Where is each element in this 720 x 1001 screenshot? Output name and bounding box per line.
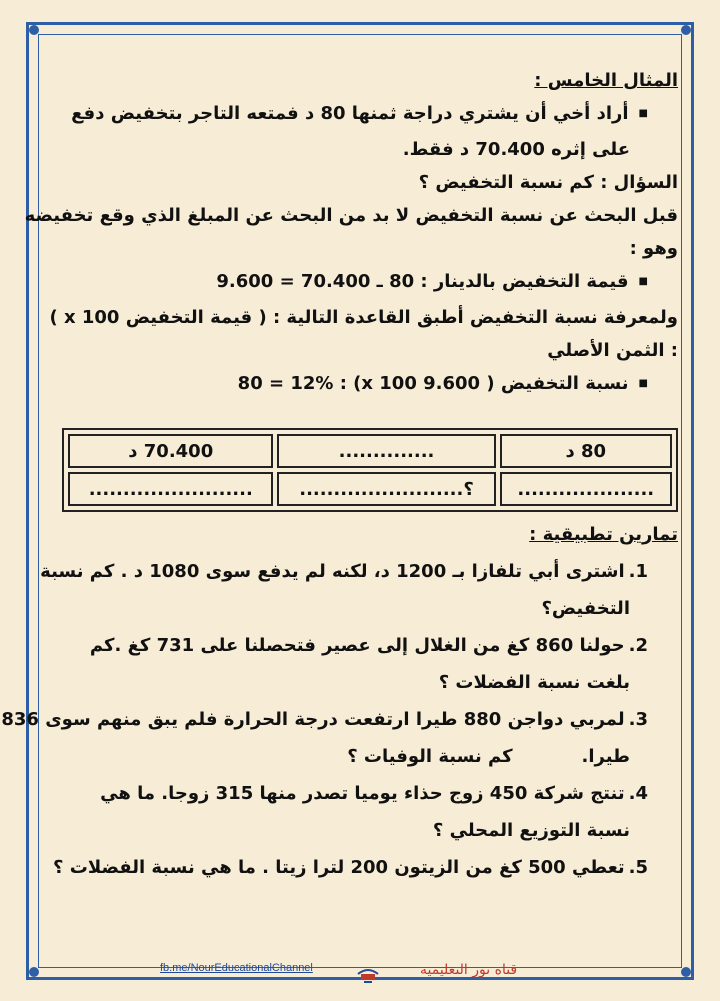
exercises-section bbox=[1, 516, 678, 886]
rule-line-1: ولمعرفة نسبة التخفيض أطبق القاعدة التالية : ( قيمة التخفيض x 100 ) bbox=[49, 307, 678, 328]
list-item: 1.اشترى أبي تلفازا بـ 1200 د، لكنه لم يدفع سوى 1080 د . كم نسبة التخفيض؟ bbox=[40, 561, 648, 619]
exercises-heading: تمارين تطبيقية : bbox=[529, 524, 678, 545]
corner-ornament bbox=[681, 25, 691, 35]
corner-ornament bbox=[681, 967, 691, 977]
corner-ornament bbox=[29, 967, 39, 977]
rule-line-2: : الثمن الأصلي bbox=[547, 340, 678, 361]
step-1: ■ قيمة التخفيض بالدينار : 80 ـ 70.400 = 9.600 bbox=[48, 265, 678, 301]
list-item: 4.تنتج شركة 450 زوج حذاء يوميا تصدر منها 315 زوجا. ما هي نسبة التوزيع المحلي ؟ bbox=[100, 783, 648, 841]
example-section bbox=[24, 64, 678, 403]
example-line-1: ■ أراد أخي أن يشتري دراجة ثمنها 80 د فمتعه التاجر بتخفيض دفع bbox=[48, 97, 678, 133]
corner-ornament bbox=[29, 25, 39, 35]
list-item: 3.لمربي دواجن 880 طيرا ارتفعت درجة الحرارة فلم يبق منهم سوى 836 طيرا. كم نسبة الوفيات ؟ bbox=[1, 709, 648, 767]
table-cell: ........................ bbox=[68, 472, 273, 506]
table-row bbox=[68, 472, 672, 506]
step-2: ■ نسبة التخفيض ( 9.600 x 100) : 80 = 12% bbox=[48, 367, 678, 403]
table-row bbox=[68, 434, 672, 468]
table-cell: .................... bbox=[500, 472, 672, 506]
list-item: 5.تعطي 500 كغ من الزيتون 200 لترا زيتا . ما هي نسبة الفضلات ؟ bbox=[53, 857, 648, 878]
example-line-2: على إثره 70.400 د فقط. bbox=[402, 139, 630, 160]
table-cell: ؟........................ bbox=[277, 472, 495, 506]
table-cell: 70.400 د bbox=[68, 434, 273, 468]
proportion-table bbox=[62, 428, 678, 512]
channel-logo-icon bbox=[355, 960, 381, 986]
facebook-link[interactable]: fb.me/NourEducationalChannel bbox=[160, 962, 313, 974]
channel-name: قناة نور التعليمية bbox=[420, 962, 518, 978]
table-cell: .............. bbox=[277, 434, 495, 468]
table-cell: 80 د bbox=[500, 434, 672, 468]
list-item: 2.حولنا 860 كغ من الغلال إلى عصير فتحصلنا على 731 كغ .كم بلغت نسبة الفضلات ؟ bbox=[89, 635, 648, 693]
intro-line-1: قبل البحث عن نسبة التخفيض لا بد من البحث عن المبلغ الذي وقع تخفيضه bbox=[24, 205, 678, 226]
intro-line-2: وهو : bbox=[629, 238, 678, 259]
question: السؤال : كم نسبة التخفيض ؟ bbox=[418, 172, 678, 193]
example-heading: المثال الخامس : bbox=[534, 70, 678, 91]
